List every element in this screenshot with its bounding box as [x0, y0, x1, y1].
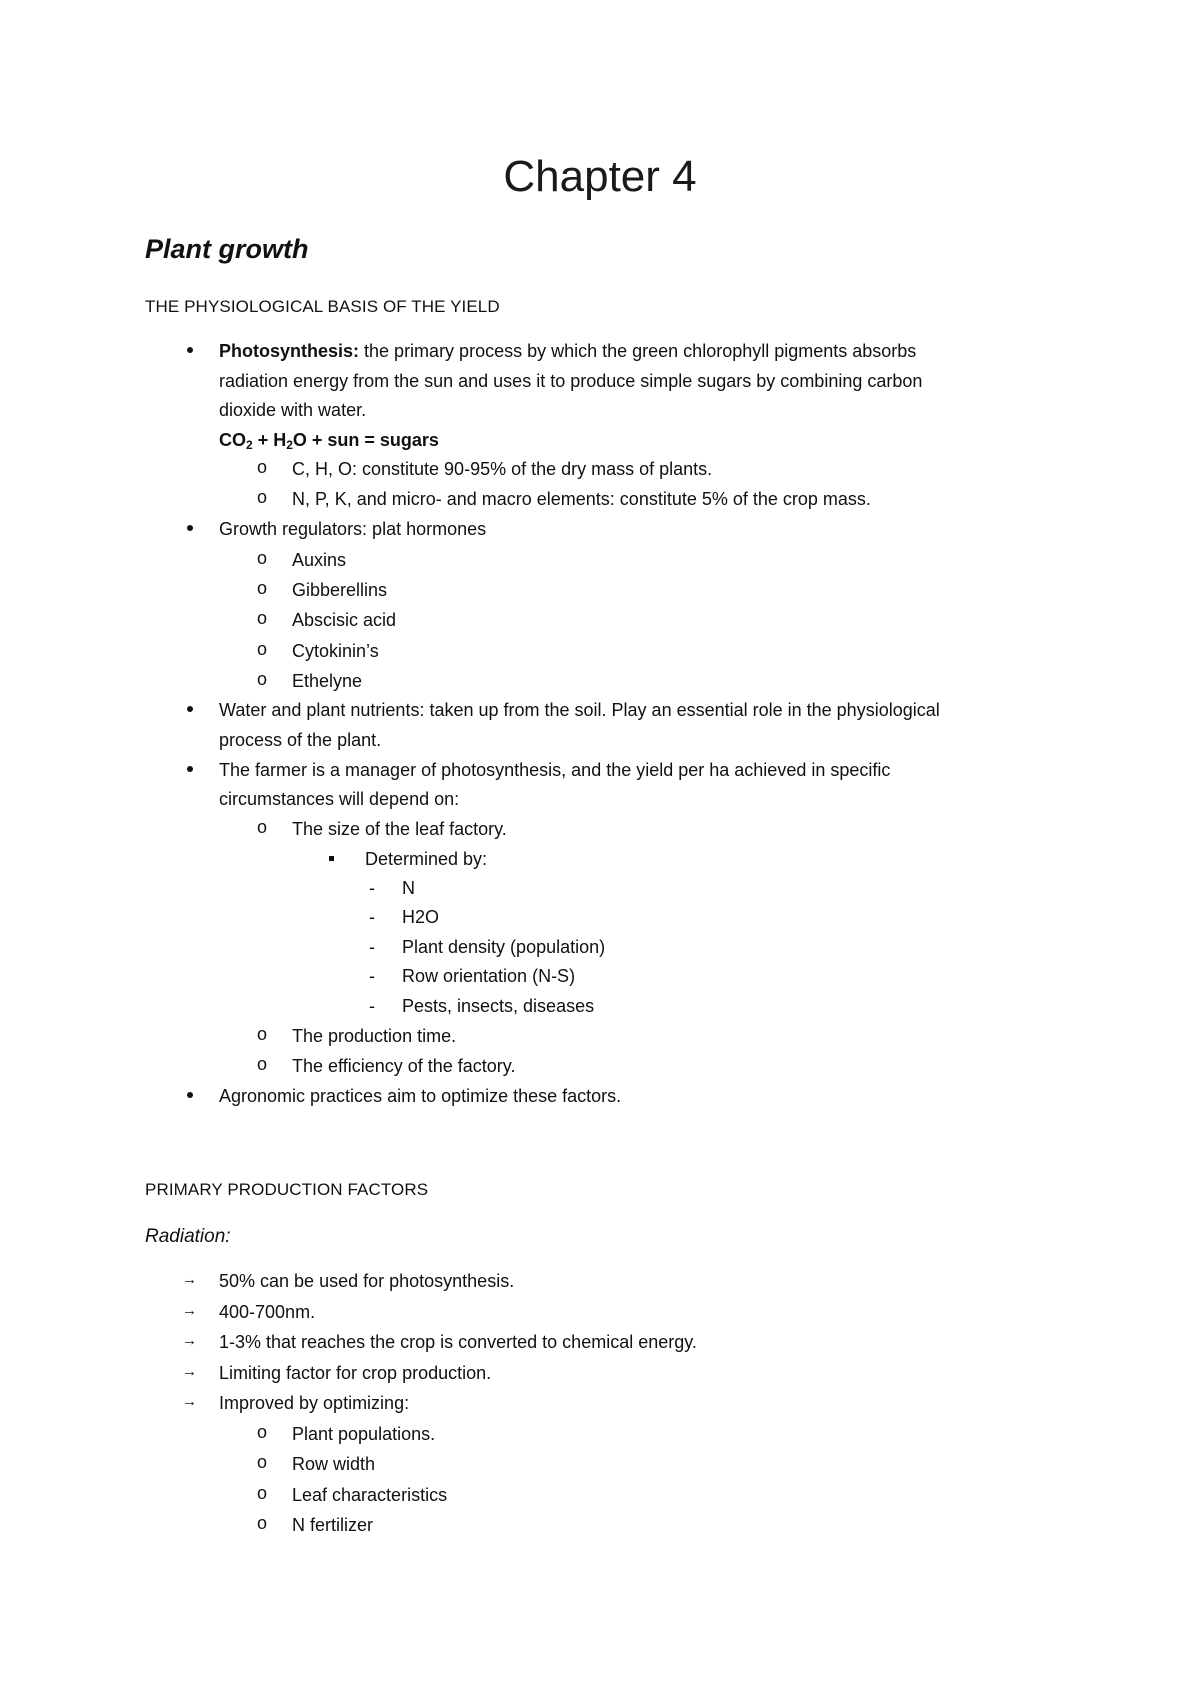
list-item-hormone: Auxins [292, 550, 347, 570]
list-item-hormone: Gibberellins [292, 580, 388, 600]
list-item-leaf-factory: The size of the leaf factory. [292, 819, 507, 839]
list-item-optimizing: Plant populations. [292, 1424, 436, 1444]
dash-marker: - [369, 996, 375, 1016]
sub-bullet-marker: o [257, 639, 268, 659]
list-item-radiation: Improved by optimizing: [219, 1393, 410, 1413]
arrow-icon: → [182, 1332, 197, 1349]
photosynthesis-formula [219, 430, 439, 452]
subheading-radiation: Radiation: [145, 1226, 231, 1247]
arrow-icon: → [182, 1393, 197, 1410]
list-item-continuation: radiation energy from the sun and uses it to produce simple sugars by combining carbon [219, 371, 923, 391]
list-item-determinant: Pests, insects, diseases [402, 996, 595, 1016]
list-item-radiation: 1-3% that reaches the crop is converted to chemical energy. [219, 1332, 697, 1352]
list-item-hormone: Abscisic acid [292, 610, 397, 630]
sub-bullet-marker: o [257, 817, 268, 837]
bullet-icon [187, 347, 193, 353]
dash-marker: - [369, 907, 375, 927]
dash-marker: - [369, 966, 375, 986]
list-item-determinant: N [402, 878, 415, 898]
list-item-radiation: 50% can be used for photosynthesis. [219, 1271, 515, 1291]
sub-bullet-marker: o [257, 608, 268, 628]
list-item-radiation: 400-700nm. [219, 1302, 316, 1322]
formula-part: CO [219, 430, 246, 450]
list-item-hormone: Cytokinin’s [292, 641, 379, 661]
dash-marker: - [369, 878, 375, 898]
bullet-icon [187, 766, 193, 772]
sub-bullet-marker: o [257, 1513, 268, 1533]
sub-bullet-marker: o [257, 578, 268, 598]
formula-subscript: 2 [246, 438, 253, 452]
list-item-photosynthesis [219, 342, 916, 360]
list-item: C, H, O: constitute 90-95% of the dry mass of plants. [292, 459, 713, 479]
arrow-icon: → [182, 1302, 197, 1319]
section-heading-physiological-basis: THE PHYSIOLOGICAL BASIS OF THE YIELD [145, 297, 500, 316]
sub-bullet-marker: o [257, 1054, 268, 1074]
list-item-continuation: process of the plant. [219, 730, 382, 750]
section-subtitle: Plant growth [145, 234, 309, 264]
list-item-production-time: The production time. [292, 1026, 457, 1046]
list-item-efficiency: The efficiency of the factory. [292, 1056, 516, 1076]
sub-bullet-marker: o [257, 1452, 268, 1472]
list-item-farmer: The farmer is a manager of photosynthesis, and the yield per ha achieved in specific [219, 760, 891, 780]
photosynthesis-definition: the primary process by which the green chlorophyll pigments absorbs [359, 341, 917, 361]
list-item-determinant: Plant density (population) [402, 937, 606, 957]
bullet-icon [187, 706, 193, 712]
list-item-continuation: dioxide with water. [219, 400, 367, 420]
chapter-title: Chapter 4 [503, 152, 697, 201]
sub-bullet-marker: o [257, 548, 268, 568]
list-item-determinant: Row orientation (N-S) [402, 966, 576, 986]
bullet-icon [187, 1092, 193, 1098]
list-item-radiation: Limiting factor for crop production. [219, 1363, 492, 1383]
list-item-growth-regulators: Growth regulators: plat hormones [219, 519, 487, 539]
sub-bullet-marker: o [257, 1024, 268, 1044]
list-item-optimizing: Row width [292, 1454, 376, 1474]
term-photosynthesis: Photosynthesis: [219, 341, 360, 361]
list-item-hormone: Ethelyne [292, 671, 363, 691]
list-item-optimizing: Leaf characteristics [292, 1485, 448, 1505]
arrow-icon: → [182, 1363, 197, 1380]
arrow-icon: → [182, 1271, 197, 1288]
list-item-agronomic: Agronomic practices aim to optimize these factors. [219, 1086, 622, 1106]
list-item: N, P, K, and micro- and macro elements: constitute 5% of the crop mass. [292, 489, 871, 509]
list-item-determinant: H2O [402, 907, 440, 927]
dash-marker: - [369, 937, 375, 957]
section-heading-primary-production: PRIMARY PRODUCTION FACTORS [145, 1180, 429, 1199]
sub-bullet-marker: o [257, 487, 268, 507]
sub-bullet-marker: o [257, 1422, 268, 1442]
formula-part: O + sun = sugars [292, 430, 439, 450]
list-item-determined-by: Determined by: [365, 849, 488, 869]
list-item-water-nutrients: Water and plant nutrients: taken up from the soil. Play an essential role in the physiological [219, 700, 940, 720]
list-item-continuation: circumstances will depend on: [219, 789, 460, 809]
sub-bullet-marker: o [257, 669, 268, 689]
square-bullet-icon [329, 856, 334, 861]
sub-bullet-marker: o [257, 1483, 268, 1503]
list-item-optimizing: N fertilizer [292, 1515, 374, 1535]
formula-part: + H [252, 430, 287, 450]
bullet-icon [187, 525, 193, 531]
sub-bullet-marker: o [257, 457, 268, 477]
formula-subscript: 2 [286, 438, 293, 452]
